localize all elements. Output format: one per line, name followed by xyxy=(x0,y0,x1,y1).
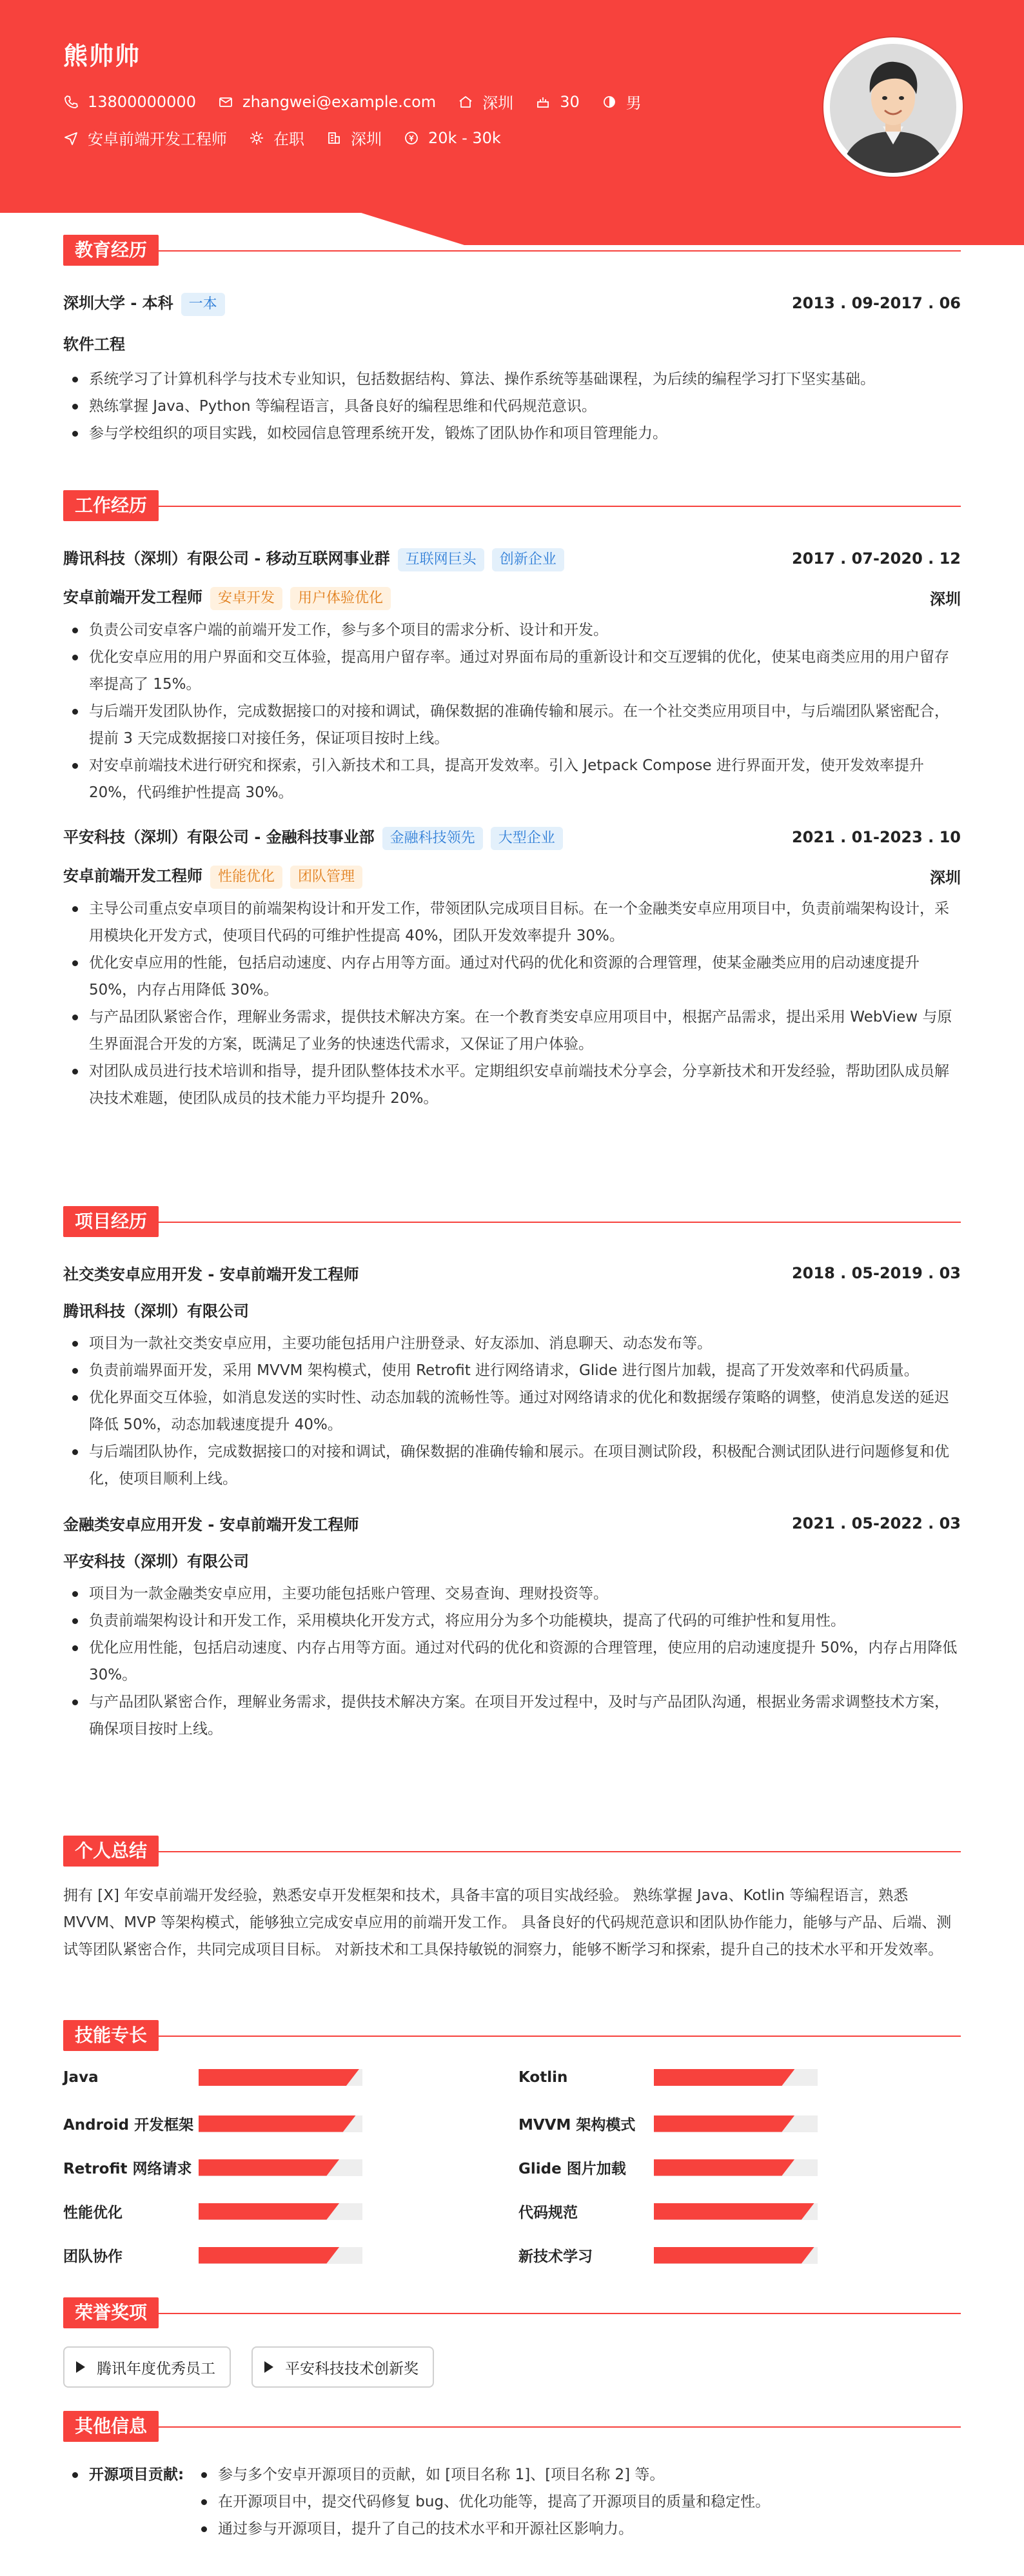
email-item xyxy=(218,93,436,111)
skill-item xyxy=(518,2069,818,2086)
skill-name: 性能优化 xyxy=(63,2204,123,2221)
phone-text: 13800000000 xyxy=(88,92,196,111)
job-location: 深圳 xyxy=(930,868,961,887)
city-item xyxy=(458,90,513,113)
summary-text: 拥有 [X] 年安卓前端开发经验，熟悉安卓开发框架和技术，具备丰富的项目实战经验。 熟练掌握 Java、Kotlin 等编程语言，熟悉 MVVM、MVP 等架构模式，能够独立完成安卓应用的前端开发工作。 具备良好的代码规范意识和团队协作能力，能够与产品、后端、测试等团队紧密合作，共同完成项目目标。 对新技术和工具保持敏锐的洞察力，能够不断学习和探索，提升自己的技术水平和开发效率。 xyxy=(63,1887,952,1958)
role-tag: 性能优化 xyxy=(210,866,282,889)
work-section xyxy=(63,490,961,1112)
age-item xyxy=(535,93,580,111)
skill-item xyxy=(63,2157,362,2178)
skill-bar-fill xyxy=(654,2203,814,2220)
projects-title: 项目经历 xyxy=(63,1206,961,1237)
job-role: 安卓前端开发工程师 xyxy=(63,588,202,606)
project-company: 腾讯科技（深圳）有限公司 xyxy=(63,1302,249,1320)
list-item: 在开源项目中，提交代码修复 bug、优化功能等，提高了开源项目的质量和稳定性。 xyxy=(218,2488,770,2515)
skill-item xyxy=(63,2244,362,2266)
list-item: 对团队成员进行技术培训和指导，提升团队整体技术水平。定期组织安卓前端技术分享会，分享新技术和开发经验，帮助团队成员解决技术难题，使团队成员的技术能力平均提升 20%。 xyxy=(89,1058,961,1112)
work-city-text: 深圳 xyxy=(351,130,382,148)
other-label-row xyxy=(63,2461,184,2488)
list-item: 通过参与开源项目，提升了自己的技术水平和开源社区影响力。 xyxy=(218,2515,770,2542)
skill-bar xyxy=(654,2159,818,2176)
skill-bar-fill xyxy=(654,2115,794,2132)
skill-bar xyxy=(199,2069,362,2086)
project-period: 2021 . 05-2022 . 03 xyxy=(791,1514,961,1532)
status-text: 在职 xyxy=(273,130,304,148)
list-item: 系统学习了计算机科学与技术专业知识，包括数据结构、算法、操作系统等基础课程，为后续的编程学习打下坚实基础。 xyxy=(89,366,961,393)
education-title: 教育经历 xyxy=(63,235,961,266)
role-tag: 团队管理 xyxy=(290,866,362,889)
status-item xyxy=(249,126,304,149)
job-target-item xyxy=(63,126,227,149)
project-head xyxy=(63,1512,961,1534)
skill-bar xyxy=(199,2115,362,2132)
award-item xyxy=(251,2346,434,2388)
company-name: 平安科技（深圳）有限公司 - 金融科技事业部 xyxy=(63,828,375,846)
skill-item xyxy=(518,2157,818,2178)
skill-name: Kotlin xyxy=(518,2069,568,2086)
list-item: 参与学校组织的项目实践，如校园信息管理系统开发，锻炼了团队协作和项目管理能力。 xyxy=(89,420,961,447)
skill-bar xyxy=(654,2069,818,2086)
avatar xyxy=(823,37,963,177)
skill-bar-fill xyxy=(199,2247,339,2264)
project-details xyxy=(63,1330,961,1492)
email-text: zhangwei@example.com xyxy=(242,92,437,111)
skill-bar xyxy=(199,2159,362,2176)
skill-name: 代码规范 xyxy=(518,2204,578,2221)
skills-section xyxy=(63,2020,961,2291)
job-duties xyxy=(63,617,961,806)
company-tag: 创新企业 xyxy=(492,548,564,571)
skill-bar xyxy=(654,2203,818,2220)
company-name: 腾讯科技（深圳）有限公司 - 移动互联网事业群 xyxy=(63,550,390,568)
send-icon xyxy=(63,130,79,146)
work-title: 工作经历 xyxy=(63,490,961,521)
other-list xyxy=(201,2461,770,2542)
list-item: 优化应用性能，包括启动速度、内存占用等方面。通过对代码的优化和资源的合理管理，使应用的启动速度提升 50%，内存占用降低 30%。 xyxy=(89,1634,961,1689)
list-item: 与产品团队紧密合作，理解业务需求，提供技术解决方案。在一个教育类安卓应用项目中，根据产品需求，提出采用 WebView 与原生界面混合开发的方案，既满足了业务的快速迭代需求，又保证了用户体验。 xyxy=(89,1004,961,1058)
skill-item xyxy=(63,2201,362,2222)
list-item: 项目为一款社交类安卓应用，主要功能包括用户注册登录、好友添加、消息聊天、动态发布等。 xyxy=(89,1330,961,1357)
education-list xyxy=(63,366,961,447)
award-label: 平安科技技术创新奖 xyxy=(285,2360,418,2377)
other-label: 开源项目贡献: xyxy=(89,2466,184,2483)
summary-title: 个人总结 xyxy=(63,1836,961,1867)
other-section xyxy=(63,2411,961,2571)
job-head xyxy=(63,824,961,850)
skill-item xyxy=(63,2113,362,2134)
contact-row xyxy=(63,90,664,113)
header-banner xyxy=(0,0,1024,213)
company-tag: 互联网巨头 xyxy=(398,548,484,571)
education-head xyxy=(63,290,961,316)
gender-text: 男 xyxy=(625,94,642,112)
education-section xyxy=(63,235,961,447)
project-company: 平安科技（深圳）有限公司 xyxy=(63,1552,249,1570)
list-item: 熟练掌握 Java、Python 等编程语言，具备良好的编程思维和代码规范意识。 xyxy=(89,393,961,420)
list-item: 负责前端界面开发，采用 MVVM 架构模式，使用 Retrofit 进行网络请求，Glide 进行图片加载，提高了开发效率和代码质量。 xyxy=(89,1357,961,1384)
skill-item xyxy=(518,2113,818,2134)
list-item: 对安卓前端技术进行研究和探索，引入新技术和工具，提高开发效率。引入 Jetpack Compose 进行界面开发，使开发效率提升 20%，代码维护性提高 30%。 xyxy=(89,752,961,806)
project-period: 2018 . 05-2019 . 03 xyxy=(791,1263,961,1282)
list-item: 与后端开发团队协作，完成数据接口的对接和调试，确保数据的准确传输和展示。在一个社交类应用项目中，与后端团队紧密配合，提前 3 天完成数据接口对接任务，保证项目按时上线。 xyxy=(89,698,961,752)
list-item: 负责前端架构设计和开发工作，采用模块化开发方式，将应用分为多个功能模块，提高了代码的可维护性和复用性。 xyxy=(89,1607,961,1634)
salary-item xyxy=(404,129,501,147)
list-item: 优化安卓应用的性能，包括启动速度、内存占用等方面。通过对代码的优化和资源的合理管理，使某金融类应用的启动速度提升 50%，内存占用降低 30%。 xyxy=(89,949,961,1004)
city-text: 深圳 xyxy=(482,94,514,112)
skill-bar-fill xyxy=(199,2159,339,2176)
gender-item xyxy=(602,90,642,113)
skill-bar xyxy=(199,2203,362,2220)
education-period: 2013 . 09-2017 . 06 xyxy=(791,294,961,312)
skill-name: Glide 图片加载 xyxy=(518,2161,626,2177)
company-tag: 金融科技领先 xyxy=(382,827,483,850)
job-role: 安卓前端开发工程师 xyxy=(63,867,202,885)
other-title: 其他信息 xyxy=(63,2411,961,2442)
projects-section xyxy=(63,1206,961,1743)
skill-bar xyxy=(199,2247,362,2264)
cake-icon xyxy=(535,94,551,110)
salary-text: 20k - 30k xyxy=(428,128,501,147)
list-item: 项目为一款金融类安卓应用，主要功能包括账户管理、交易查询、理财投资等。 xyxy=(89,1580,961,1607)
work-city-item xyxy=(326,126,382,149)
award-item xyxy=(63,2346,231,2388)
major: 软件工程 xyxy=(63,335,125,353)
summary-section xyxy=(63,1836,961,1963)
job-role-row xyxy=(63,863,961,889)
skill-bar-fill xyxy=(199,2203,339,2220)
awards-section xyxy=(63,2297,961,2401)
avatar-portrait xyxy=(827,41,959,173)
list-item: 主导公司重点安卓项目的前端架构设计和开发工作，带领团队完成项目目标。在一个金融类安卓应用项目中，负责前端架构设计，采用模块化开发方式，使项目代码的可维护性提高 40%，团队开发效率提升 30%。 xyxy=(89,895,961,949)
skill-item xyxy=(518,2201,818,2222)
skill-name: Retrofit 网络请求 xyxy=(63,2161,192,2177)
candidate-name: 熊帅帅 xyxy=(63,42,141,70)
age-text: 30 xyxy=(560,92,580,111)
skill-name: Android 开发框架 xyxy=(63,2117,194,2134)
role-tag: 用户体验优化 xyxy=(290,587,391,610)
project-head xyxy=(63,1262,961,1284)
skill-bar xyxy=(654,2247,818,2264)
skill-name: Java xyxy=(63,2069,99,2086)
skill-bar-fill xyxy=(654,2247,814,2264)
coin-icon xyxy=(404,130,419,146)
list-item: 优化安卓应用的用户界面和交互体验，提高用户留存率。通过对界面布局的重新设计和交互逻辑的优化，使某电商类应用的用户留存率提高了 15%。 xyxy=(89,644,961,698)
mail-icon xyxy=(218,94,233,110)
job-role-row xyxy=(63,584,961,610)
job-duties xyxy=(63,895,961,1112)
job-target-text: 安卓前端开发工程师 xyxy=(88,130,227,148)
school-badge: 一本 xyxy=(181,293,225,316)
phone-item xyxy=(63,93,196,111)
project-details xyxy=(63,1580,961,1743)
skill-bar-fill xyxy=(199,2069,359,2086)
school-name: 深圳大学 - 本科 xyxy=(63,294,173,312)
list-item: 与产品团队紧密合作，理解业务需求，提供技术解决方案。在项目开发过程中，及时与产品团队沟通，根据业务需求调整技术方案，确保项目按时上线。 xyxy=(89,1689,961,1743)
awards-title: 荣誉奖项 xyxy=(63,2297,961,2328)
skill-item xyxy=(63,2069,362,2086)
job-head xyxy=(63,546,961,571)
status-icon xyxy=(249,130,264,146)
project-name: 金融类安卓应用开发 - 安卓前端开发工程师 xyxy=(63,1516,359,1534)
skill-name: 团队协作 xyxy=(63,2248,123,2265)
skill-name: 新技术学习 xyxy=(518,2248,593,2265)
project-name: 社交类安卓应用开发 - 安卓前端开发工程师 xyxy=(63,1265,359,1283)
award-label: 腾讯年度优秀员工 xyxy=(97,2360,215,2377)
skill-item xyxy=(518,2244,818,2266)
job-period: 2017 . 07-2020 . 12 xyxy=(791,550,961,568)
play-icon xyxy=(76,2361,85,2373)
list-item: 优化界面交互体验，如消息发送的实时性、动态加载的流畅性等。通过对网络请求的优化和数据缓存策略的调整，使消息发送的延迟降低 50%，动态加载速度提升 40%。 xyxy=(89,1384,961,1438)
job-location: 深圳 xyxy=(930,590,961,608)
bullet-dot xyxy=(72,2472,78,2478)
list-item: 参与多个安卓开源项目的贡献，如 [项目名称 1]、[项目名称 2] 等。 xyxy=(218,2461,770,2488)
phone-icon xyxy=(63,94,79,110)
job-intent-row xyxy=(63,126,523,149)
job-period: 2021 . 01-2023 . 10 xyxy=(791,828,961,846)
list-item: 与后端团队协作，完成数据接口的对接和调试，确保数据的准确传输和展示。在项目测试阶段，积极配合测试团队进行问题修复和优化，使项目顺利上线。 xyxy=(89,1438,961,1492)
home-icon xyxy=(458,94,473,110)
building-icon xyxy=(326,130,342,146)
company-tag: 大型企业 xyxy=(491,827,563,850)
gender-icon xyxy=(602,94,617,110)
skills-title: 技能专长 xyxy=(63,2020,961,2051)
list-item: 负责公司安卓客户端的前端开发工作，参与多个项目的需求分析、设计和开发。 xyxy=(89,617,961,644)
skill-bar xyxy=(654,2115,818,2132)
play-icon xyxy=(264,2361,273,2373)
role-tag: 安卓开发 xyxy=(210,587,282,610)
skill-name: MVVM 架构模式 xyxy=(518,2117,636,2134)
skill-bar-fill xyxy=(654,2159,794,2176)
skill-bar-fill xyxy=(199,2115,356,2132)
other-content xyxy=(63,2461,961,2571)
skill-bar-fill xyxy=(654,2069,794,2086)
